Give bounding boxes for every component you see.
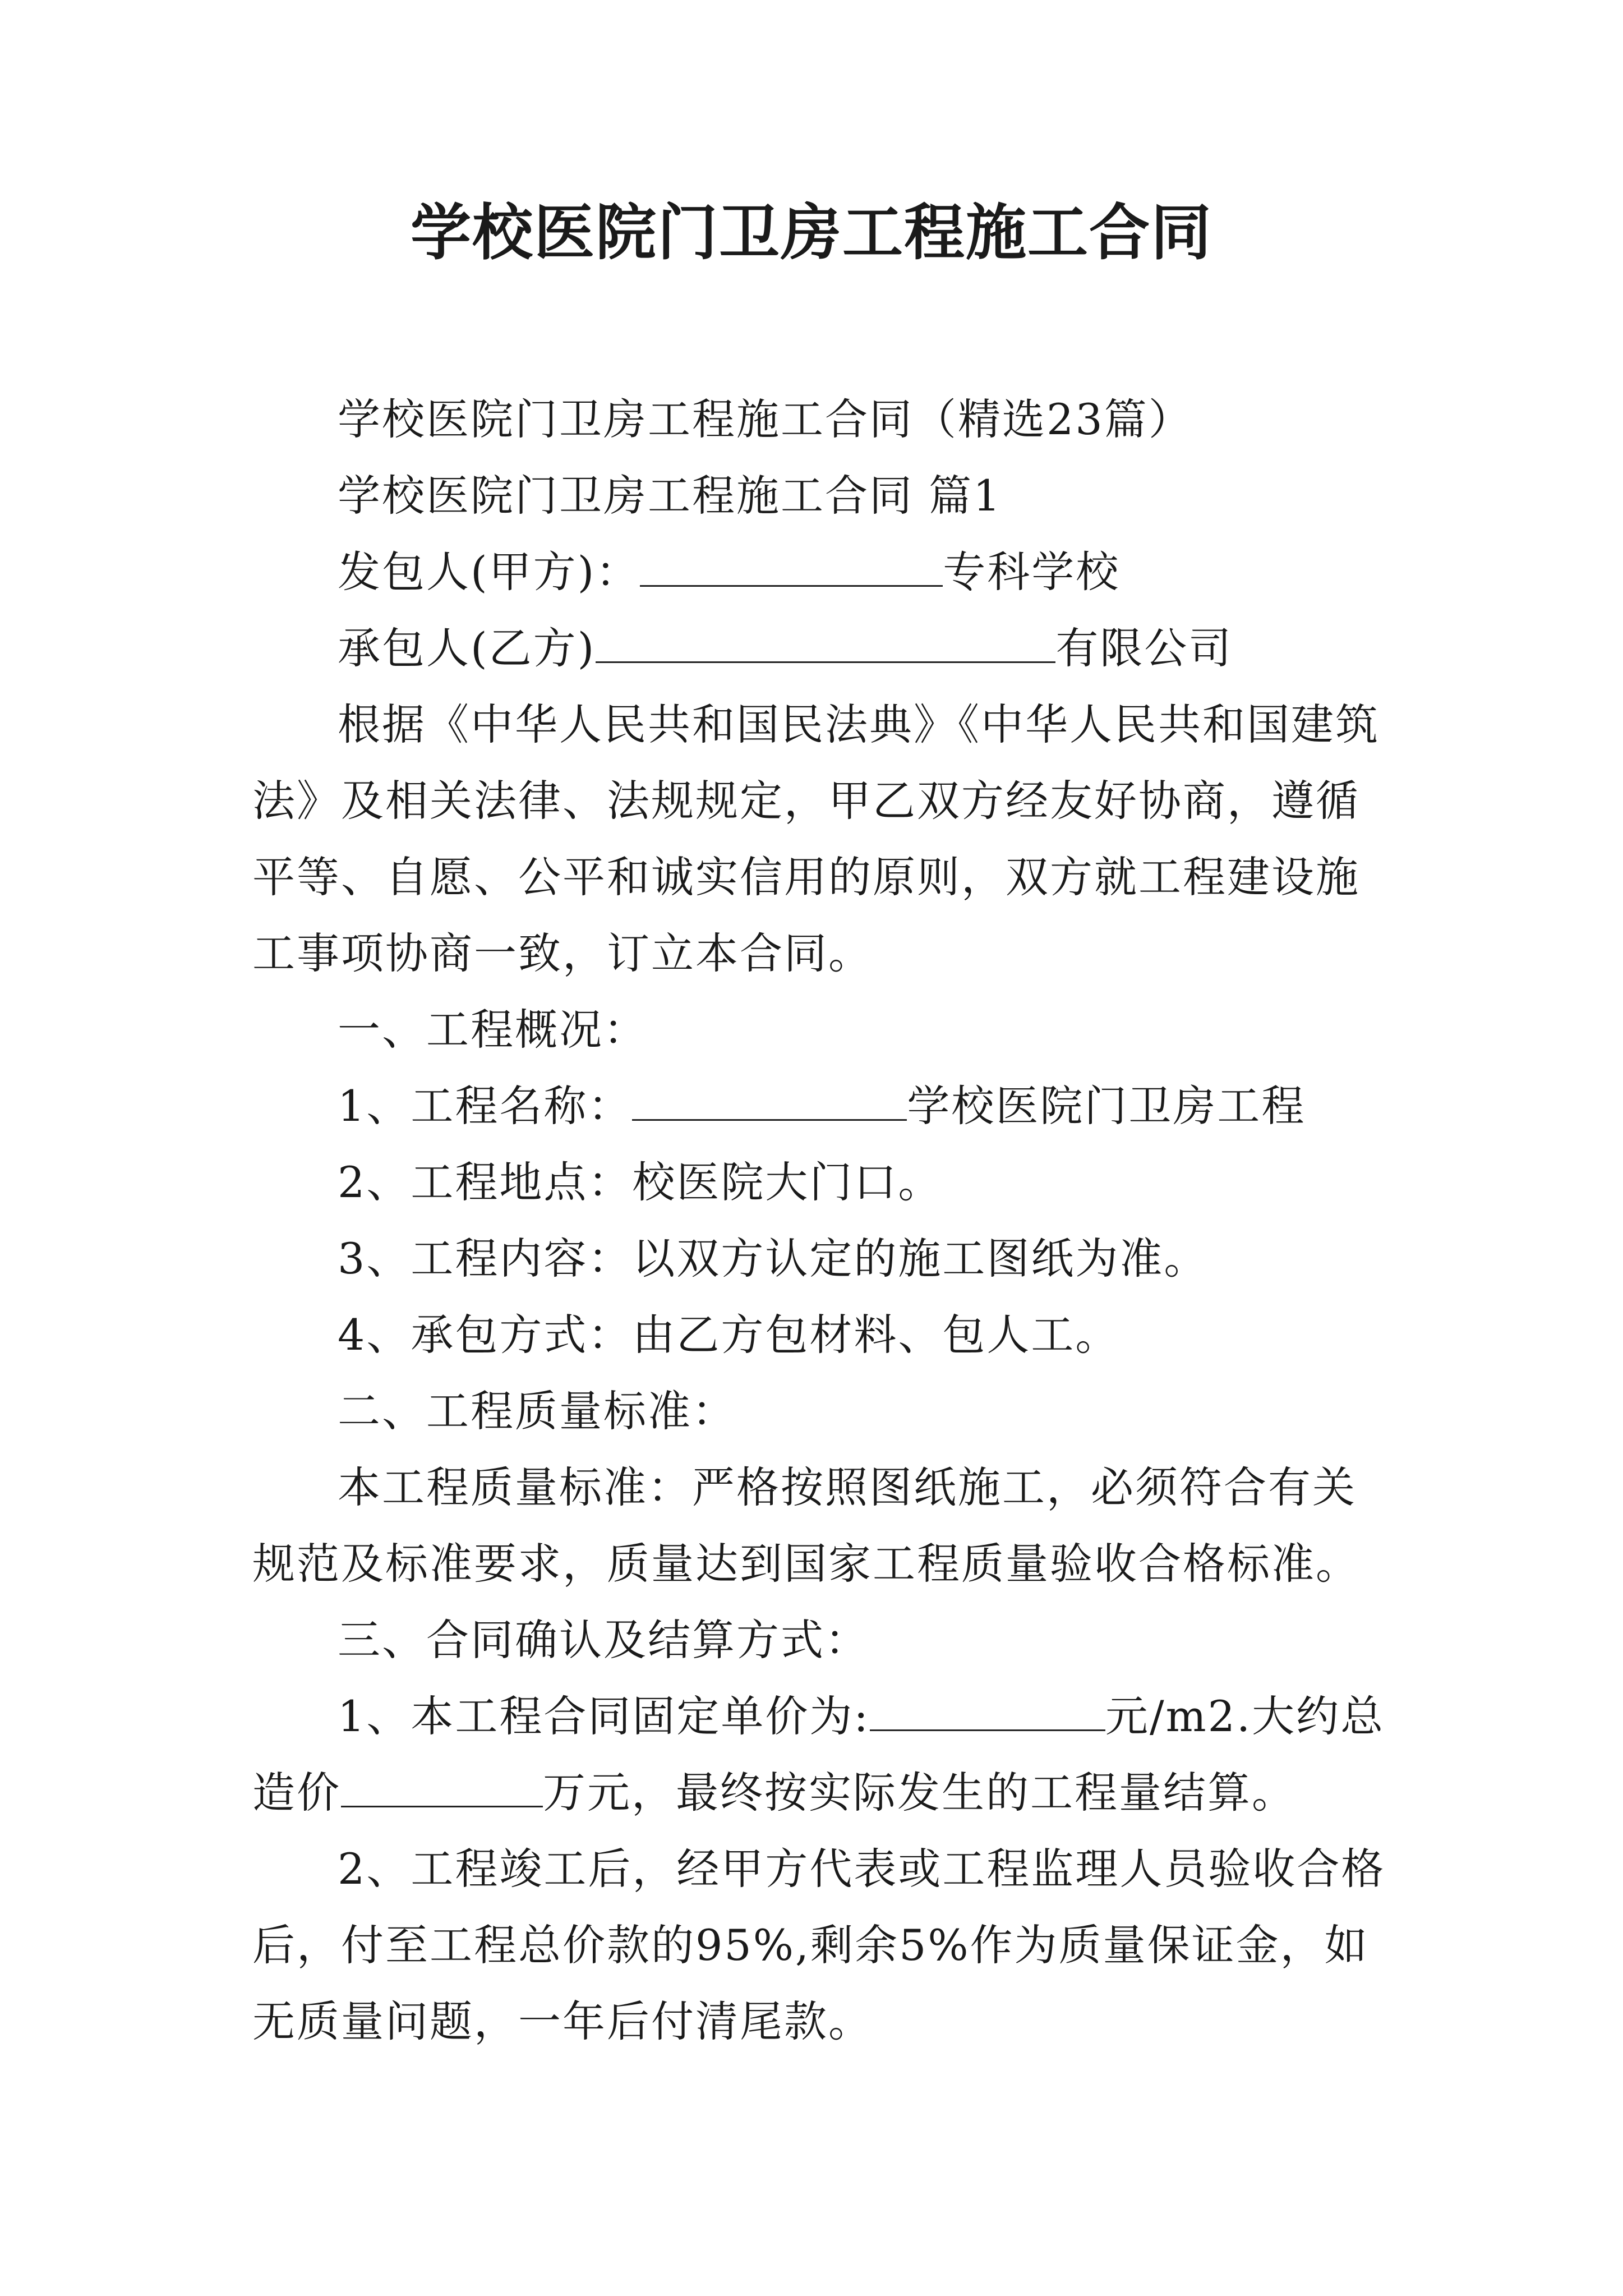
party-a-suffix: 专科学校 xyxy=(943,547,1121,597)
preamble-paragraph: 根据《中华人民共和国民法典》《中华人民共和国建筑法》及相关法律、法规规定，甲乙双方经友好协商，遵循平等、自愿、公平和诚实信用的原则，双方就工程建设施工事项协商一致，订立本合同。 xyxy=(252,700,1380,978)
section1-item1 xyxy=(252,1068,1391,1144)
section3-heading: 三、合同确认及结算方式： xyxy=(338,1615,869,1665)
section2-body: 本工程质量标准：严格按照图纸施工，必须符合有关规范及标准要求，质量达到国家工程质量验收合格标准。 xyxy=(252,1462,1360,1589)
section1-item2: 2、工程地点：校医院大门口。 xyxy=(338,1157,943,1207)
party-a-line xyxy=(252,534,1391,610)
party-b-line xyxy=(252,610,1391,687)
section2-heading: 二、工程质量标准： xyxy=(338,1386,736,1436)
total-cost-blank xyxy=(341,1765,543,1807)
party-a-blank xyxy=(640,545,943,587)
section1-heading: 一、工程概况： xyxy=(338,1005,648,1055)
unit-price-label: 1、本工程合同固定单价为: xyxy=(338,1691,870,1741)
section1-item3: 3、工程内容：以双方认定的施工图纸为准。 xyxy=(338,1234,1209,1283)
unit-price-blank xyxy=(870,1689,1105,1731)
party-a-label: 发包人(甲方)： xyxy=(338,547,640,597)
party-b-label: 承包人(乙方) xyxy=(338,623,596,673)
document-body xyxy=(252,381,1391,2060)
settlement-text: 万元，最终按实际发生的工程量结算。 xyxy=(543,1768,1296,1818)
project-name-blank xyxy=(632,1079,907,1121)
party-b-blank xyxy=(596,621,1055,663)
project-name-label: 1、工程名称： xyxy=(338,1081,633,1131)
total-cost-label: 元/m2.大约总造价 xyxy=(252,1691,1385,1818)
project-name-suffix: 学校医院门卫房工程 xyxy=(907,1081,1306,1131)
party-b-suffix: 有限公司 xyxy=(1055,623,1233,673)
section3-item2: 2、工程竣工后，经甲方代表或工程监理人员验收合格后，付至工程总价款的95%,剩余5%作为质量保证金，如无质量问题，一年后付清尾款。 xyxy=(252,1844,1386,2046)
section3-item1 xyxy=(252,1678,1391,1831)
document-title: 学校医院门卫房工程施工合同 xyxy=(410,197,1212,268)
subtitle: 学校医院门卫房工程施工合同（精选23篇） xyxy=(338,394,1193,444)
chapter-heading: 学校医院门卫房工程施工合同 篇1 xyxy=(338,471,1002,521)
section1-item4: 4、承包方式：由乙方包材料、包人工。 xyxy=(338,1310,1120,1360)
